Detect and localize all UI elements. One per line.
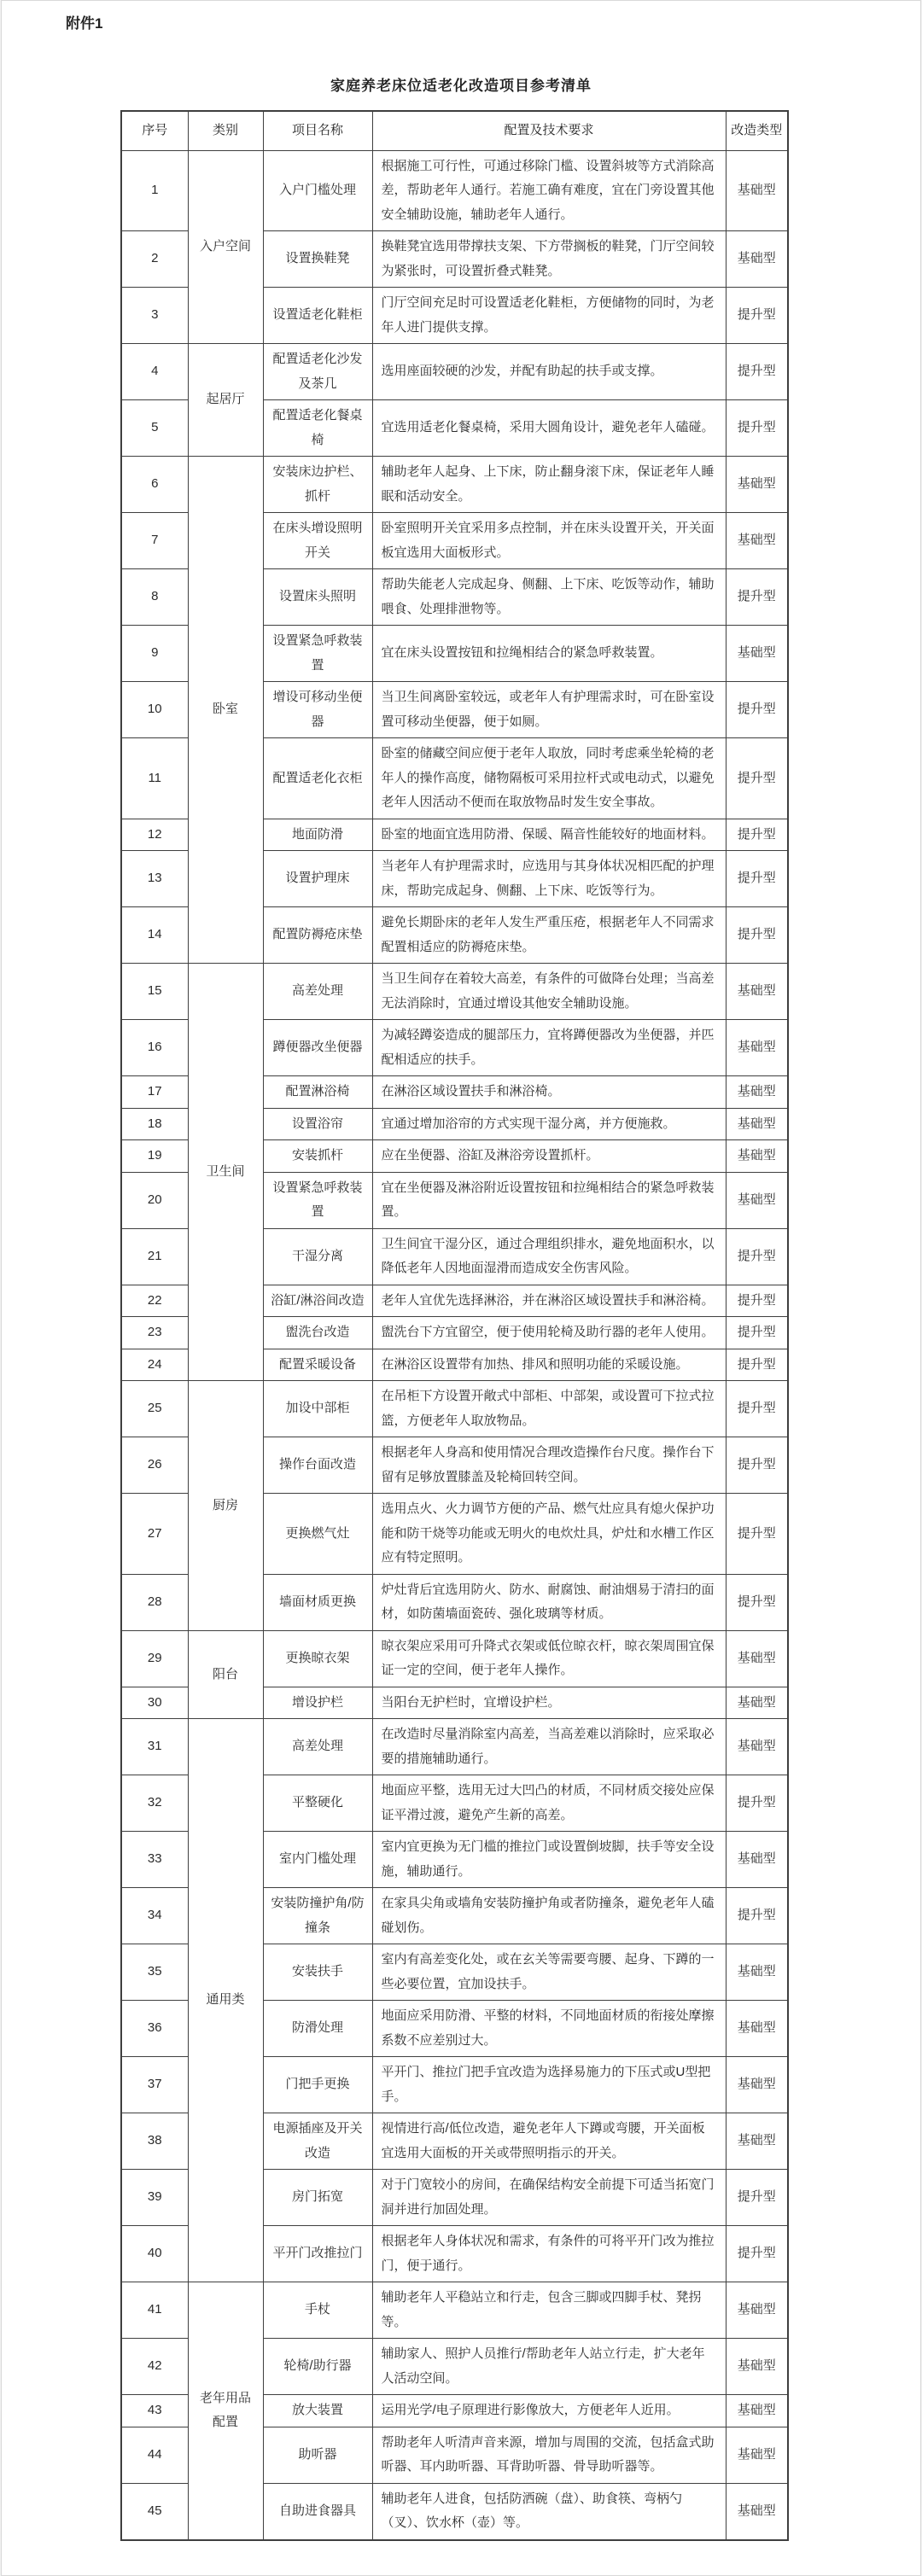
requirement-cell: 卧室的地面宜选用防滑、保暖、隔音性能较好的地面材料。 <box>372 819 726 851</box>
project-name-cell: 安装抓杆 <box>263 1140 372 1173</box>
project-name-cell: 手杖 <box>263 2282 372 2339</box>
project-name-cell: 安装防撞护角/防撞条 <box>263 1888 372 1944</box>
project-name-cell: 安装扶手 <box>263 1944 372 2001</box>
renovation-type-cell: 基础型 <box>726 1944 788 2001</box>
requirement-cell: 宜在床头设置按钮和拉绳相结合的紧急呼救装置。 <box>372 626 726 682</box>
renovation-type-cell: 基础型 <box>726 1020 788 1076</box>
project-name-cell: 防滑处理 <box>263 2001 372 2057</box>
row-number-cell: 19 <box>121 1140 188 1173</box>
renovation-type-cell: 基础型 <box>726 2113 788 2170</box>
project-name-cell: 助听器 <box>263 2427 372 2483</box>
project-name-cell: 干湿分离 <box>263 1228 372 1285</box>
row-number-cell: 2 <box>121 231 188 288</box>
requirement-cell: 室内有高差变化处，或在玄关等需要弯腰、起身、下蹲的一些必要位置，宜加设扶手。 <box>372 1944 726 2001</box>
row-number-cell: 7 <box>121 513 188 569</box>
renovation-type-cell: 基础型 <box>726 2001 788 2057</box>
header-cell-type: 改造类型 <box>726 111 788 150</box>
renovation-type-cell: 基础型 <box>726 964 788 1020</box>
renovation-type-cell: 基础型 <box>726 1076 788 1109</box>
requirement-cell: 在吊柜下方设置开敞式中部柜、中部架，或设置可下拉式拉篮，方便老年人取放物品。 <box>372 1381 726 1437</box>
renovation-type-cell: 基础型 <box>726 2282 788 2339</box>
renovation-type-cell: 提升型 <box>726 738 788 819</box>
project-name-cell: 地面防滑 <box>263 819 372 851</box>
requirement-cell: 辅助老年人进食，包括防洒碗（盘）、助食筷、弯柄勺（叉）、饮水杯（壶）等。 <box>372 2483 726 2540</box>
row-number-cell: 39 <box>121 2170 188 2226</box>
row-number-cell: 18 <box>121 1108 188 1140</box>
renovation-type-cell: 基础型 <box>726 2395 788 2427</box>
requirement-cell: 门厅空间充足时可设置适老化鞋柜，方便储物的同时，为老年人进门提供支撑。 <box>372 288 726 344</box>
category-cell: 入户空间 <box>188 150 263 344</box>
row-number-cell: 12 <box>121 819 188 851</box>
project-name-cell: 高差处理 <box>263 1719 372 1775</box>
attachment-label: 附件1 <box>66 15 103 32</box>
row-number-cell: 20 <box>121 1172 188 1228</box>
renovation-type-cell: 提升型 <box>726 1775 788 1832</box>
renovation-type-cell: 提升型 <box>726 1574 788 1630</box>
renovation-type-cell: 基础型 <box>726 150 788 231</box>
row-number-cell: 11 <box>121 738 188 819</box>
renovation-type-cell: 提升型 <box>726 569 788 626</box>
renovation-type-cell: 提升型 <box>726 2170 788 2226</box>
project-name-cell: 安装床边护栏、抓杆 <box>263 457 372 513</box>
row-number-cell: 44 <box>121 2427 188 2483</box>
renovation-type-cell: 基础型 <box>726 1832 788 1888</box>
requirement-cell: 选用点火、火力调节方便的产品、燃气灶应具有熄火保护功能和防干烧等功能或无明火的电炊灶具，炉灶和水槽工作区应有特定照明。 <box>372 1494 726 1575</box>
header-cell-requirement: 配置及技术要求 <box>372 111 726 150</box>
renovation-type-cell: 基础型 <box>726 513 788 569</box>
table-header-row <box>121 111 788 150</box>
requirement-cell: 辅助老年人起身、上下床，防止翻身滚下床，保证老年人睡眠和活动安全。 <box>372 457 726 513</box>
renovation-type-cell: 提升型 <box>726 344 788 400</box>
project-name-cell: 设置紧急呼救装置 <box>263 1172 372 1228</box>
renovation-type-cell: 基础型 <box>726 1687 788 1719</box>
requirement-cell: 帮助失能老人完成起身、侧翻、上下床、吃饭等动作，辅助喂食、处理排泄物等。 <box>372 569 726 626</box>
table-row <box>121 1719 788 1775</box>
requirement-cell: 地面应采用防滑、平整的材料，不同地面材质的衔接处摩擦系数不应差别过大。 <box>372 2001 726 2057</box>
project-name-cell: 设置床头照明 <box>263 569 372 626</box>
requirement-cell: 平开门、推拉门把手宜改造为选择易施力的下压式或U型把手。 <box>372 2057 726 2113</box>
category-cell: 卧室 <box>188 457 263 964</box>
renovation-type-cell: 提升型 <box>726 2226 788 2282</box>
project-name-cell: 在床头增设照明开关 <box>263 513 372 569</box>
renovation-type-cell: 基础型 <box>726 626 788 682</box>
page-title: 家庭养老床位适老化改造项目参考清单 <box>330 78 592 94</box>
table-row <box>121 150 788 231</box>
category-cell: 老年用品配置 <box>188 2282 263 2540</box>
row-number-cell: 34 <box>121 1888 188 1944</box>
renovation-type-cell: 基础型 <box>726 1108 788 1140</box>
row-number-cell: 33 <box>121 1832 188 1888</box>
category-cell: 卫生间 <box>188 964 263 1381</box>
renovation-type-cell: 基础型 <box>726 1630 788 1687</box>
row-number-cell: 17 <box>121 1076 188 1109</box>
row-number-cell: 40 <box>121 2226 188 2282</box>
row-number-cell: 9 <box>121 626 188 682</box>
category-cell: 起居厅 <box>188 344 263 457</box>
requirement-cell: 卫生间宜干湿分区，通过合理组织排水，避免地面积水，以降低老年人因地面湿滑而造成安全伤害风险。 <box>372 1228 726 1285</box>
renovation-type-cell: 基础型 <box>726 2483 788 2540</box>
row-number-cell: 32 <box>121 1775 188 1832</box>
requirement-cell: 室内宜更换为无门槛的推拉门或设置倒坡脚，扶手等安全设施，辅助通行。 <box>372 1832 726 1888</box>
row-number-cell: 21 <box>121 1228 188 1285</box>
project-name-cell: 设置护理床 <box>263 851 372 907</box>
requirement-cell: 根据施工可行性，可通过移除门槛、设置斜坡等方式消除高差，帮助老年人通行。若施工确有难度，宜在门旁设置其他安全辅助设施，辅助老年人通行。 <box>372 150 726 231</box>
row-number-cell: 1 <box>121 150 188 231</box>
requirement-cell: 辅助家人、照护人员推行/帮助老年人站立行走，扩大老年人活动空间。 <box>372 2339 726 2395</box>
row-number-cell: 24 <box>121 1349 188 1381</box>
renovation-type-cell: 基础型 <box>726 1172 788 1228</box>
renovation-type-cell: 提升型 <box>726 1888 788 1944</box>
project-name-cell: 电源插座及开关改造 <box>263 2113 372 2170</box>
renovation-type-cell: 基础型 <box>726 231 788 288</box>
row-number-cell: 14 <box>121 907 188 964</box>
requirement-cell: 当卫生间离卧室较远，或老年人有护理需求时，可在卧室设置可移动坐便器，便于如厕。 <box>372 682 726 738</box>
row-number-cell: 30 <box>121 1687 188 1719</box>
renovation-type-cell: 提升型 <box>726 288 788 344</box>
row-number-cell: 25 <box>121 1381 188 1437</box>
row-number-cell: 6 <box>121 457 188 513</box>
renovation-type-cell: 提升型 <box>726 1381 788 1437</box>
requirement-cell: 视情进行高/低位改造，避免老年人下蹲或弯腰，开关面板宜选用大面板的开关或带照明指示的开关。 <box>372 2113 726 2170</box>
row-number-cell: 28 <box>121 1574 188 1630</box>
project-name-cell: 房门拓宽 <box>263 2170 372 2226</box>
project-name-cell: 放大装置 <box>263 2395 372 2427</box>
renovation-type-cell: 提升型 <box>726 1228 788 1285</box>
requirement-cell: 宜通过增加浴帘的方式实现干湿分离，并方便施救。 <box>372 1108 726 1140</box>
project-name-cell: 配置适老化沙发及茶几 <box>263 344 372 400</box>
requirement-cell: 根据老年人身高和使用情况合理改造操作台尺度。操作台下留有足够放置膝盖及轮椅回转空间。 <box>372 1437 726 1494</box>
row-number-cell: 16 <box>121 1020 188 1076</box>
category-cell: 阳台 <box>188 1630 263 1719</box>
header-cell-project-name: 项目名称 <box>263 111 372 150</box>
project-name-cell: 设置紧急呼救装置 <box>263 626 372 682</box>
row-number-cell: 41 <box>121 2282 188 2339</box>
renovation-type-cell: 提升型 <box>726 1285 788 1317</box>
row-number-cell: 43 <box>121 2395 188 2427</box>
project-name-cell: 盥洗台改造 <box>263 1317 372 1349</box>
renovation-type-cell: 基础型 <box>726 1140 788 1173</box>
project-name-cell: 墙面材质更换 <box>263 1574 372 1630</box>
project-name-cell: 平整硬化 <box>263 1775 372 1832</box>
row-number-cell: 10 <box>121 682 188 738</box>
requirement-cell: 卧室的储藏空间应便于老年人取放，同时考虑乘坐轮椅的老年人的操作高度，储物隔板可采用拉杆式或电动式，以避免老年人因活动不便而在取放物品时发生安全事故。 <box>372 738 726 819</box>
row-number-cell: 38 <box>121 2113 188 2170</box>
requirement-cell: 根据老年人身体状况和需求，有条件的可将平开门改为推拉门，便于通行。 <box>372 2226 726 2282</box>
project-name-cell: 室内门槛处理 <box>263 1832 372 1888</box>
row-number-cell: 5 <box>121 400 188 457</box>
project-name-cell: 更换晾衣架 <box>263 1630 372 1687</box>
project-name-cell: 入户门槛处理 <box>263 150 372 231</box>
requirement-cell: 地面应平整，选用无过大凹凸的材质，不同材质交接处应保证平滑过渡，避免产生新的高差。 <box>372 1775 726 1832</box>
category-cell: 通用类 <box>188 1719 263 2282</box>
renovation-type-cell: 提升型 <box>726 1437 788 1494</box>
project-name-cell: 轮椅/助行器 <box>263 2339 372 2395</box>
project-name-cell: 加设中部柜 <box>263 1381 372 1437</box>
project-name-cell: 配置适老化衣柜 <box>263 738 372 819</box>
project-name-cell: 设置适老化鞋柜 <box>263 288 372 344</box>
reference-table <box>120 110 789 2541</box>
requirement-cell: 当阳台无护栏时，宜增设护栏。 <box>372 1687 726 1719</box>
table-row <box>121 2282 788 2339</box>
row-number-cell: 31 <box>121 1719 188 1775</box>
project-name-cell: 门把手更换 <box>263 2057 372 2113</box>
requirement-cell: 应在坐便器、浴缸及淋浴旁设置抓杆。 <box>372 1140 726 1173</box>
requirement-cell: 选用座面较硬的沙发，并配有助起的扶手或支撑。 <box>372 344 726 400</box>
requirement-cell: 老年人宜优先选择淋浴，并在淋浴区域设置扶手和淋浴椅。 <box>372 1285 726 1317</box>
project-name-cell: 增设可移动坐便器 <box>263 682 372 738</box>
renovation-type-cell: 基础型 <box>726 1719 788 1775</box>
project-name-cell: 自助进食器具 <box>263 2483 372 2540</box>
renovation-type-cell: 提升型 <box>726 682 788 738</box>
row-number-cell: 29 <box>121 1630 188 1687</box>
document-page <box>1 0 921 2576</box>
table-row <box>121 1630 788 1687</box>
requirement-cell: 当卫生间存在着较大高差，有条件的可做降台处理；当高差无法消除时，宜通过增设其他安全辅助设施。 <box>372 964 726 1020</box>
renovation-type-cell: 提升型 <box>726 907 788 964</box>
renovation-type-cell: 提升型 <box>726 400 788 457</box>
project-name-cell: 配置采暖设备 <box>263 1349 372 1381</box>
table-row <box>121 457 788 513</box>
table-row <box>121 964 788 1020</box>
renovation-type-cell: 基础型 <box>726 2427 788 2483</box>
requirement-cell: 帮助老年人听清声音来源，增加与周围的交流，包括盒式助听器、耳内助听器、耳背助听器、骨导助听器等。 <box>372 2427 726 2483</box>
renovation-type-cell: 提升型 <box>726 1349 788 1381</box>
requirement-cell: 运用光学/电子原理进行影像放大，方便老年人近用。 <box>372 2395 726 2427</box>
row-number-cell: 35 <box>121 1944 188 2001</box>
row-number-cell: 22 <box>121 1285 188 1317</box>
renovation-type-cell: 提升型 <box>726 851 788 907</box>
row-number-cell: 26 <box>121 1437 188 1494</box>
project-name-cell: 配置适老化餐桌椅 <box>263 400 372 457</box>
renovation-type-cell: 基础型 <box>726 2057 788 2113</box>
project-name-cell: 蹲便器改坐便器 <box>263 1020 372 1076</box>
row-number-cell: 8 <box>121 569 188 626</box>
requirement-cell: 炉灶背后宜选用防火、防水、耐腐蚀、耐油烟易于清扫的面材，如防菌墙面瓷砖、强化玻璃等材质。 <box>372 1574 726 1630</box>
requirement-cell: 换鞋凳宜选用带撑扶支架、下方带搁板的鞋凳，门厅空间较为紧张时，可设置折叠式鞋凳。 <box>372 231 726 288</box>
project-name-cell: 增设护栏 <box>263 1687 372 1719</box>
row-number-cell: 3 <box>121 288 188 344</box>
requirement-cell: 宜选用适老化餐桌椅，采用大圆角设计，避免老年人磕碰。 <box>372 400 726 457</box>
renovation-type-cell: 提升型 <box>726 819 788 851</box>
row-number-cell: 13 <box>121 851 188 907</box>
row-number-cell: 45 <box>121 2483 188 2540</box>
requirement-cell: 为减轻蹲姿造成的腿部压力，宜将蹲便器改为坐便器，并匹配相适应的扶手。 <box>372 1020 726 1076</box>
table-row <box>121 344 788 400</box>
requirement-cell: 当老年人有护理需求时，应选用与其身体状况相匹配的护理床，帮助完成起身、侧翻、上下床、吃饭等行为。 <box>372 851 726 907</box>
project-name-cell: 浴缸/淋浴间改造 <box>263 1285 372 1317</box>
requirement-cell: 在家具尖角或墙角安装防撞护角或者防撞条，避免老年人磕碰划伤。 <box>372 1888 726 1944</box>
project-name-cell: 配置防褥疮床垫 <box>263 907 372 964</box>
requirement-cell: 在淋浴区设置带有加热、排风和照明功能的采暖设施。 <box>372 1349 726 1381</box>
requirement-cell: 辅助老年人平稳站立和行走，包含三脚或四脚手杖、凳拐等。 <box>372 2282 726 2339</box>
category-cell: 厨房 <box>188 1381 263 1631</box>
requirement-cell: 对于门宽较小的房间，在确保结构安全前提下可适当拓宽门洞并进行加固处理。 <box>372 2170 726 2226</box>
requirement-cell: 盥洗台下方宜留空，便于使用轮椅及助行器的老年人使用。 <box>372 1317 726 1349</box>
project-name-cell: 高差处理 <box>263 964 372 1020</box>
renovation-type-cell: 基础型 <box>726 457 788 513</box>
requirement-cell: 避免长期卧床的老年人发生严重压疮，根据老年人不同需求配置相适应的防褥疮床垫。 <box>372 907 726 964</box>
requirement-cell: 宜在坐便器及淋浴附近设置按钮和拉绳相结合的紧急呼救装置。 <box>372 1172 726 1228</box>
project-name-cell: 更换燃气灶 <box>263 1494 372 1575</box>
project-name-cell: 设置浴帘 <box>263 1108 372 1140</box>
requirement-cell: 在改造时尽量消除室内高差，当高差难以消除时，应采取必要的措施辅助通行。 <box>372 1719 726 1775</box>
renovation-type-cell: 基础型 <box>726 2339 788 2395</box>
header-cell-no: 序号 <box>121 111 188 150</box>
project-name-cell: 设置换鞋凳 <box>263 231 372 288</box>
project-name-cell: 平开门改推拉门 <box>263 2226 372 2282</box>
row-number-cell: 42 <box>121 2339 188 2395</box>
requirement-cell: 在淋浴区域设置扶手和淋浴椅。 <box>372 1076 726 1109</box>
row-number-cell: 27 <box>121 1494 188 1575</box>
project-name-cell: 操作台面改造 <box>263 1437 372 1494</box>
renovation-type-cell: 提升型 <box>726 1317 788 1349</box>
row-number-cell: 23 <box>121 1317 188 1349</box>
requirement-cell: 晾衣架应采用可升降式衣架或低位晾衣杆，晾衣架周围宜保证一定的空间，便于老年人操作。 <box>372 1630 726 1687</box>
project-name-cell: 配置淋浴椅 <box>263 1076 372 1109</box>
row-number-cell: 36 <box>121 2001 188 2057</box>
row-number-cell: 37 <box>121 2057 188 2113</box>
renovation-type-cell: 提升型 <box>726 1494 788 1575</box>
row-number-cell: 4 <box>121 344 188 400</box>
table-row <box>121 1381 788 1437</box>
requirement-cell: 卧室照明开关宜采用多点控制，并在床头设置开关，开关面板宜选用大面板形式。 <box>372 513 726 569</box>
header-cell-category: 类别 <box>188 111 263 150</box>
bottom-whitespace <box>2 2541 920 2575</box>
row-number-cell: 15 <box>121 964 188 1020</box>
